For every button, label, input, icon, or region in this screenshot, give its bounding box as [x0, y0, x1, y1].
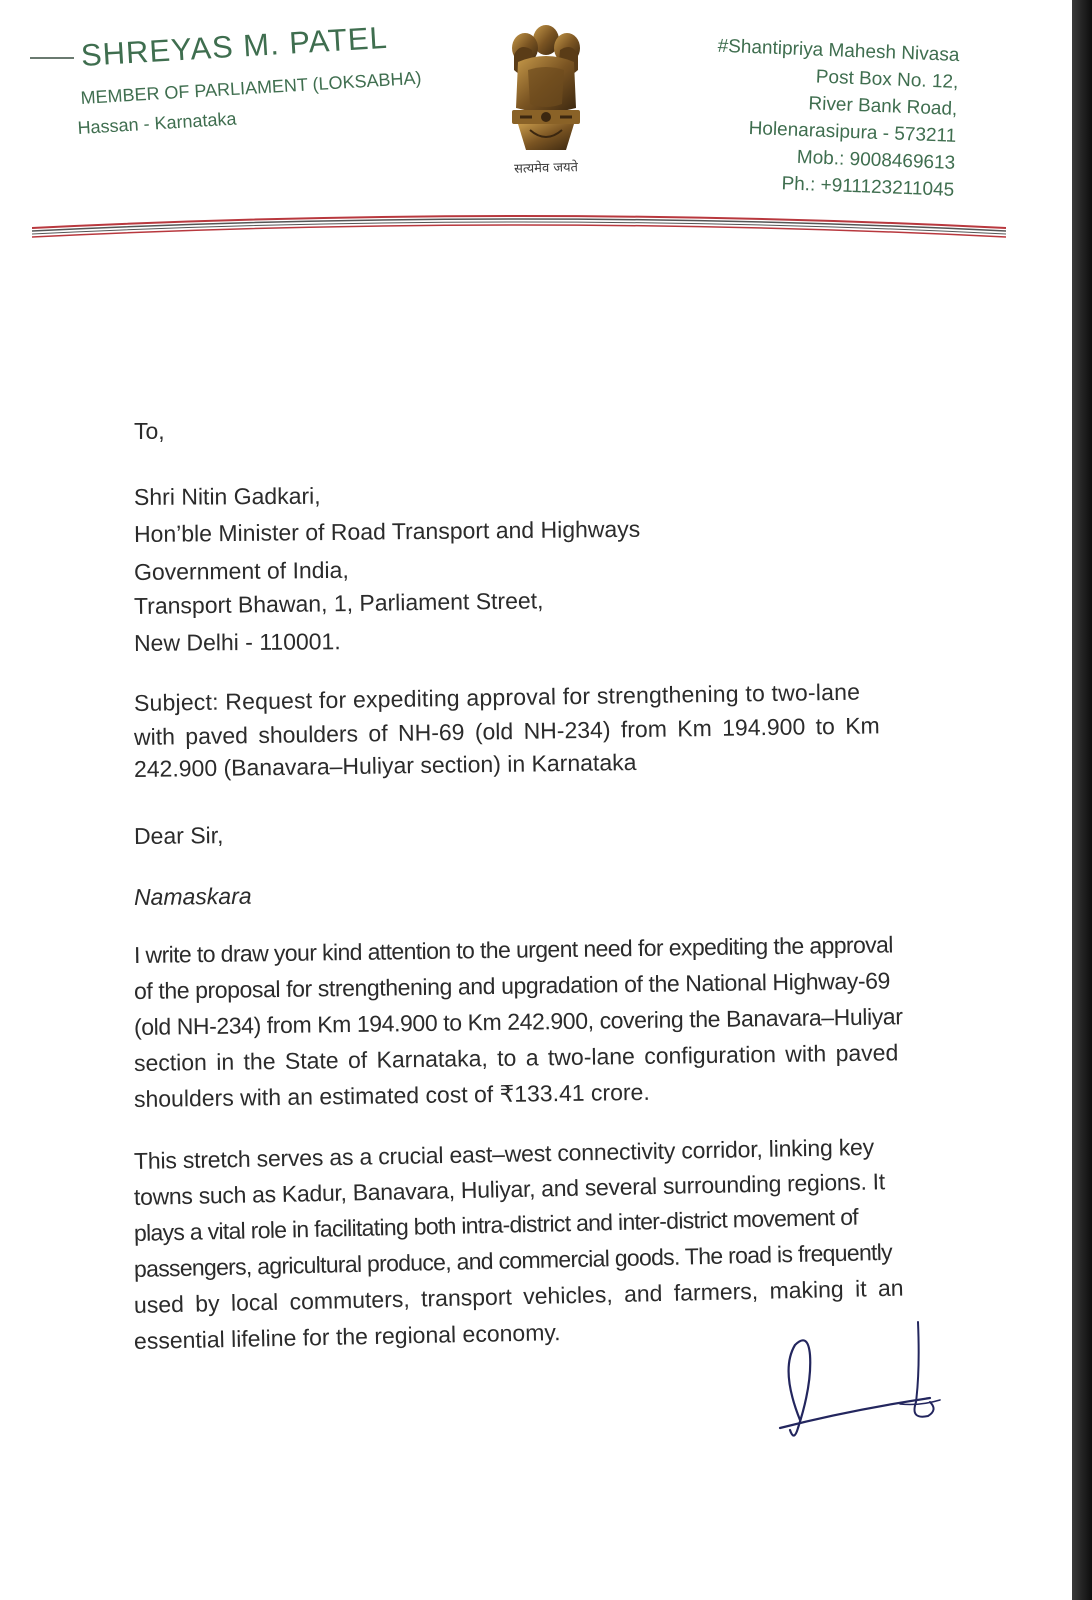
to-label: To,: [134, 418, 165, 444]
subject-line: Subject: Request for expediting approval for strengthening to two-lane: [133, 678, 861, 716]
paragraph2-line: This stretch serves as a crucial east–west connectivity corridor, linking key: [133, 1133, 875, 1174]
address-line: River Bank Road,: [808, 93, 958, 120]
address-line: Ph.: +911123211045: [781, 173, 955, 201]
paragraph1-line: of the proposal for strengthening and upgradation of the National Highway-69: [133, 967, 891, 1004]
mp-constituency: Hassan - Karnataka: [77, 108, 237, 138]
handwritten-signature: [770, 1310, 960, 1450]
letterhead-rule: [32, 206, 1006, 240]
address-line: #Shantipriya Mahesh Nivasa: [717, 35, 960, 66]
paragraph2-line: towns such as Kadur, Banavara, Huliyar, and several surrounding regions. It: [133, 1168, 886, 1210]
recipient-line: Hon’ble Minister of Road Transport and Highways: [133, 515, 641, 547]
address-line: Post Box No. 12,: [815, 66, 959, 93]
address-line: Holenarasipura - 573211: [748, 117, 957, 147]
paragraph1-line: I write to draw your kind attention to the urgent need for expediting the approval: [133, 931, 893, 968]
recipient-line: Transport Bhawan, 1, Parliament Street,: [133, 587, 544, 619]
emblem-motto: सत्यमेव जयते: [513, 160, 579, 177]
paragraph1-line: shoulders with an estimated cost of ₹133.41 crore.: [133, 1078, 650, 1112]
address-line: Mob.: 9008469613: [796, 146, 956, 174]
recipient-line: Government of India,: [133, 556, 349, 585]
national-emblem-icon: [500, 20, 592, 155]
greeting: Dear Sir,: [133, 822, 224, 849]
mp-name: SHREYAS M. PATEL: [80, 19, 389, 73]
paragraph2-line: essential lifeline for the regional economy.: [133, 1319, 561, 1354]
letterhead-dash: [30, 57, 74, 59]
subject-line: with paved shoulders of NH-69 (old NH-234) from Km 194.900 to Km: [133, 712, 880, 750]
paragraph1-line: section in the State of Karnataka, to a two-lane configuration with paved: [133, 1039, 899, 1076]
letterhead-address: [712, 33, 960, 204]
subject-line: 242.900 (Banavara–Huliyar section) in Karnataka: [133, 748, 637, 782]
paragraph2-line: passengers, agricultural produce, and commercial goods. The road is frequently: [133, 1238, 893, 1282]
namaskara: Namaskara: [133, 882, 252, 910]
paragraph1-line: (old NH-234) from Km 194.900 to Km 242.900, covering the Banavara–Huliyar: [133, 1003, 903, 1040]
scan-edge-shadow: [1072, 0, 1092, 1600]
mp-title: MEMBER OF PARLIAMENT (LOKSABHA): [80, 67, 422, 108]
recipient-line: Shri Nitin Gadkari,: [133, 482, 321, 510]
paragraph2-line: plays a vital role in facilitating both intra-district and inter-district movement of: [133, 1203, 859, 1246]
paragraph2-line: used by local commuters, transport vehicles, and farmers, making it an: [133, 1274, 904, 1318]
recipient-line: New Delhi - 110001.: [133, 628, 341, 656]
